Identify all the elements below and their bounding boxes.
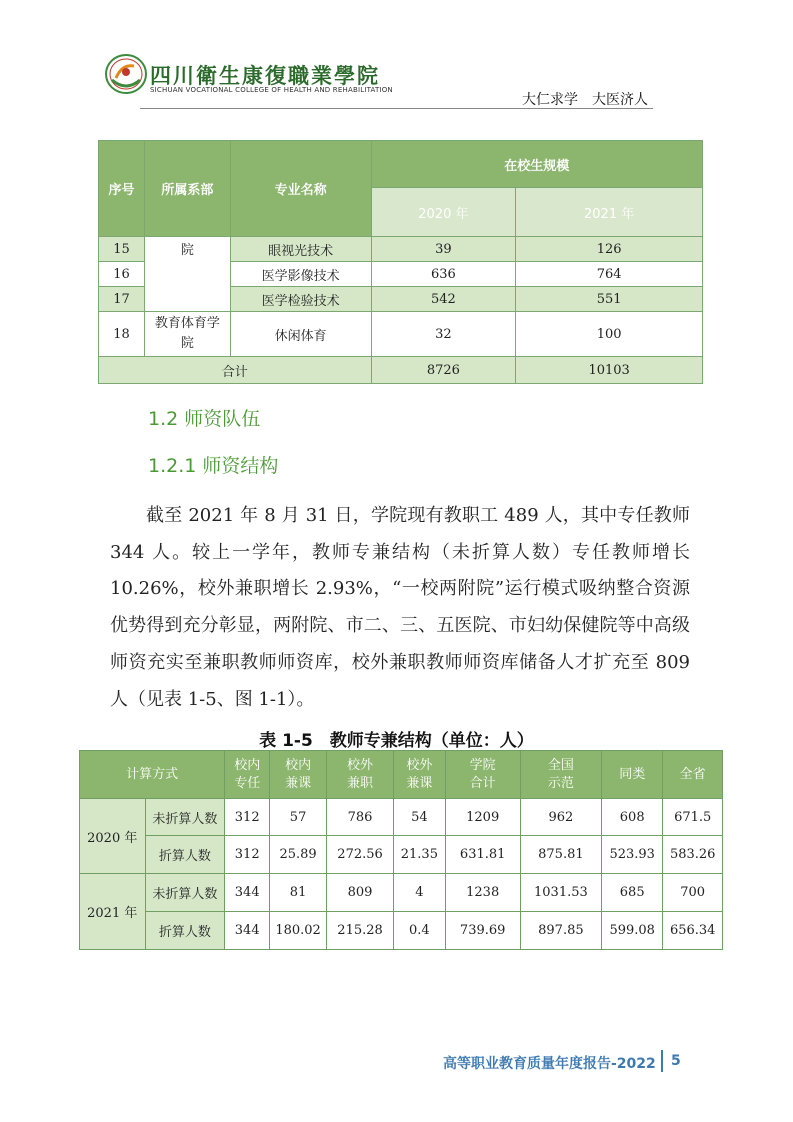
value-cell: 875.81 [520,836,601,874]
cell-seq: 15 [99,237,145,262]
header-col: 校外兼职 [327,751,394,799]
college-name-en: SICHUAN VOCATIONAL COLLEGE OF HEALTH AND REHABILITATION [150,86,393,94]
value-cell: 608 [602,799,663,836]
cell-seq: 18 [99,312,145,357]
table-total-row [99,357,703,384]
cell-major: 眼视光技术 [230,237,371,262]
header-col: 全省 [663,751,723,799]
value-cell: 700 [663,874,723,912]
method-cell: 未折算人数 [145,874,225,912]
value-cell: 81 [270,874,327,912]
method-cell: 折算人数 [145,836,225,874]
table-row [80,912,723,950]
value-cell: 739.69 [445,912,520,950]
header-scale: 在校生规模 [371,141,702,188]
cell-2021: 764 [516,262,703,287]
table-row [80,799,723,836]
value-cell: 272.56 [327,836,394,874]
cell-dept: 院 [144,237,230,312]
table-row [99,237,703,262]
cell-2020: 542 [371,287,516,312]
cell-2020: 636 [371,262,516,287]
value-cell: 599.08 [602,912,663,950]
table-row [99,312,703,357]
method-cell: 未折算人数 [145,799,225,836]
section-heading: 1.2 师资队伍 [148,408,261,430]
table-row [80,836,723,874]
header-major: 专业名称 [230,141,371,237]
cell-seq: 16 [99,262,145,287]
college-motto: 大仁求学 大医济人 [522,92,648,108]
year-cell: 2020 年 [80,799,146,874]
header-col: 同类 [602,751,663,799]
value-cell: 656.34 [663,912,723,950]
method-cell: 折算人数 [145,912,225,950]
total-2021: 10103 [516,357,703,384]
value-cell: 180.02 [270,912,327,950]
header-col: 全国示范 [520,751,601,799]
value-cell: 215.28 [327,912,394,950]
header-method: 计算方式 [80,751,225,799]
value-cell: 25.89 [270,836,327,874]
table-caption: 表 1-5 教师专兼结构（单位：人） [259,731,534,751]
value-cell: 4 [394,874,446,912]
header-seq: 序号 [99,141,145,237]
cell-major: 医学检验技术 [230,287,371,312]
subsection-heading: 1.2.1 师资结构 [148,455,279,477]
table-header-row [80,751,723,799]
value-cell: 523.93 [602,836,663,874]
value-cell: 786 [327,799,394,836]
cell-major: 医学影像技术 [230,262,371,287]
footer-report-title: 高等职业教育质量年度报告-2022 [443,1056,656,1072]
value-cell: 1031.53 [520,874,601,912]
total-label: 合计 [99,357,372,384]
value-cell: 1238 [445,874,520,912]
value-cell: 21.35 [394,836,446,874]
value-cell: 344 [225,912,270,950]
header-col: 校内专任 [225,751,270,799]
value-cell: 57 [270,799,327,836]
value-cell: 54 [394,799,446,836]
value-cell: 312 [225,799,270,836]
value-cell: 0.4 [394,912,446,950]
cell-dept: 教育体育学院 [144,312,230,357]
cell-2020: 39 [371,237,516,262]
header-2020: 2020 年 [371,188,516,237]
total-2020: 8726 [371,357,516,384]
cell-major: 休闲体育 [230,312,371,357]
college-name-cn: 四川衛生康復職業學院 [150,64,380,88]
value-cell: 897.85 [520,912,601,950]
header-col: 学院合计 [445,751,520,799]
value-cell: 1209 [445,799,520,836]
year-cell: 2021 年 [80,874,146,950]
cell-2021: 100 [516,312,703,357]
body-paragraph: 截至 2021 年 8 月 31 日，学院现有教职工 489 人，其中专任教师 344 人。较上一学年，教师专兼结构（未折算人数）专任教师增长 10.26%，校外兼职增长 2.93%，“一校两附院”运行模式吸纳整合资源优势得到充分彰显，两附院、市二、三、五医院、市妇幼保健院等中高级师资充实至兼职教师师资库，校外兼职教师师资库储备人才扩充至 809 人（见表 1-5、图 1-1）。 [110,505,690,710]
value-cell: 312 [225,836,270,874]
cell-seq: 17 [99,287,145,312]
college-emblem-icon [104,52,148,96]
header-divider [140,108,653,109]
header-col: 校内兼课 [270,751,327,799]
cell-2021: 551 [516,287,703,312]
header-col: 校外兼课 [394,751,446,799]
value-cell: 344 [225,874,270,912]
header-2021: 2021 年 [516,188,703,237]
page-number: 5 [671,1053,681,1069]
value-cell: 809 [327,874,394,912]
enrollment-table [98,140,703,384]
value-cell: 685 [602,874,663,912]
table-row [80,874,723,912]
cell-2020: 32 [371,312,516,357]
teacher-structure-table [79,750,723,950]
value-cell: 631.81 [445,836,520,874]
header-dept: 所属系部 [144,141,230,237]
value-cell: 583.26 [663,836,723,874]
value-cell: 962 [520,799,601,836]
cell-2021: 126 [516,237,703,262]
footer-divider [661,1050,663,1072]
value-cell: 671.5 [663,799,723,836]
